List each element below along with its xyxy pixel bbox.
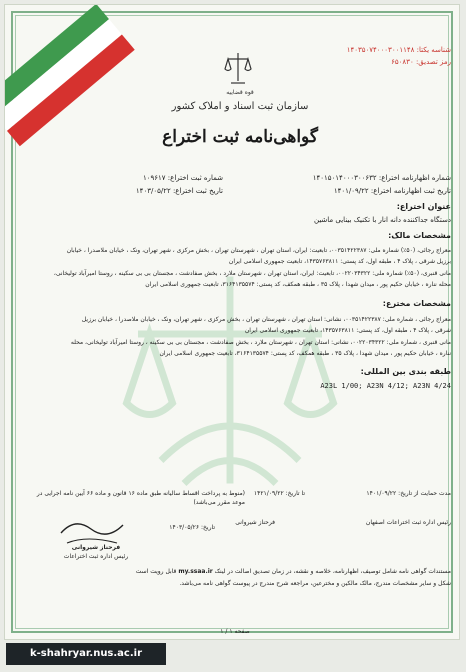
inventor-line: مانی قنبری ، شماره ملی: ۰۰۲۲۰۳۴۳۲۲، نشانی: استان تهران ، شهرستان ملارد ، بخش صفادشت ، مجستان بی بی سکینه ، روستا امیرآباد تولیخانی، محله <box>70 339 451 346</box>
verify-code: رمز تصدیق: ۶۵۰۸۳۰ <box>391 58 451 66</box>
protection-start: مدت حمایت از تاریخ: ۱۴۰۱/۰۹/۲۲ <box>366 490 451 497</box>
inventor-line: نناره ، خیابان حکیم پور ، میدان شهدا ، پلاک ۳۵ ، طبقه همکف، کد پستی: ۳۱۶۴۱۳۵۵۷۴، تابعیت جمهوری اسلامی ایران <box>159 350 451 357</box>
reg-date: تاریخ ثبت اختراع: ۱۴۰۳/۰۵/۲۲ <box>135 187 223 195</box>
ipc-codes: A23L 1/00; A23N 4/12; A23N 4/24 <box>320 382 451 390</box>
invention-title: دستگاه جداکننده دانه انار با تکنیک بینایی ماشین <box>313 216 451 224</box>
reg-number: شماره ثبت اختراع: ۱۰۹۶۱۷ <box>142 174 223 182</box>
inventors-heading: مشخصات مخترع: <box>382 299 451 308</box>
stamp-role: رئیس اداره ثبت اختراعات <box>63 553 129 560</box>
notice-line: مستندات گواهی نامه شامل توصیف، اظهارنامه، خلاصه و نقشه، در زمان تصدیق اصالت در لینک my.ssaa.ir قابل رویت است <box>135 568 451 575</box>
signer-role: رئیس اداره ثبت اختراعات اصفهان <box>365 519 451 526</box>
certificate-page <box>4 4 460 640</box>
protection-note: (منوط به پرداخت اقساط سالیانه طبق ماده ۱۶ قانون و ماده ۶۶ آیین نامه اجرایی در موعد مقرر می‌باشد) <box>36 490 245 506</box>
ssaa-link[interactable]: my.ssaa.ir <box>178 568 213 575</box>
invention-heading: عنوان اختراع: <box>396 202 451 211</box>
page-number: صفحه ۱ / ۱ <box>220 628 250 635</box>
owner-line: مانی قنبری، (۵۰٪) شماره ملی: ۰۰۲۲۰۳۴۳۲۲، تابعیت: ایران، استان تهران ، شهرستان ملارد ، بخش صفادشت ، مجستان بی بی سکینه ، روستا امیرآباد تولیخانی، <box>53 270 451 277</box>
signer-name: فرحناز شیروانی <box>235 519 275 526</box>
certificate-title: گواهی‌نامه ثبت اختراع <box>162 127 318 147</box>
inventor-line: معراج رجائی ، شماره ملی: ۰۰۳۵۱۴۲۲۳۸۷، نشانی: استان تهران ، شهرستان تهران ، بخش مرکزی ، شهر تهران، ونک ، خیابان ملاصدرا ، خیابان برزیل <box>81 316 451 323</box>
decl-date: تاریخ ثبت اظهارنامه اختراع: ۱۴۰۱/۰۹/۲۲ <box>333 187 451 195</box>
inventor-line: شرقی ، پلاک ۴ ، طبقه اول، کد پستی: ۱۴۳۵۷۶۳۸۱۱، تابعیت جمهوری اسلامی ایران <box>244 327 451 334</box>
decl-number: شماره اظهارنامه اختراع: ۱۴۰۱۵۰۱۴۰۰۰۳۰۰۶۳۲ <box>312 174 451 182</box>
notice-line: شکل و سایر مشخصات مندرج، مالک مالکین و مخترعین، مراجعه شرح مندرج در پیوست گواهی نامه می‌باشد. <box>179 580 451 587</box>
owner-line: محله نناره ، خیابان حکیم پور ، میدان شهدا ، پلاک ۳۵ ، طبقه همکف، کد پستی: ۳۱۶۴۱۳۵۵۷۴، تابعیت جمهوری اسلامی ایران <box>145 281 451 288</box>
stamp-name: فرحناز شیروانی <box>71 544 121 551</box>
watermark-url-bar: k-shahryar.nus.ac.ir <box>6 643 166 665</box>
unique-id: شناسه یکتا: ۱۴۰۳۵۰۷۴۰۰۰۳۰۰۱۱۴۸ <box>346 46 451 54</box>
ipc-heading: طبقه بندی بین المللی: <box>360 367 451 376</box>
owner-line: برزیل شرقی ، پلاک ۴ ، طبقه اول، کد پستی: ۱۴۳۵۷۶۳۸۱۱، تابعیت جمهوری اسلامی ایران <box>228 258 451 265</box>
sign-date: تاریخ: ۱۴۰۳/۰۵/۲۶ <box>169 524 215 531</box>
judiciary-label: قوه قضاییه <box>226 89 254 96</box>
owners-heading: مشخصات مالک: <box>388 231 451 240</box>
owner-line: معراج رجائی، (۵۰٪) شماره ملی: ۰۰۳۵۱۴۲۲۳۸۷، تابعیت: ایران، استان تهران ، شهرستان تهران ، بخش مرکزی ، شهر تهران، ونک ، خیابان ملاصدرا ، خیابان <box>66 247 451 254</box>
state-emblem-icon <box>223 51 253 87</box>
protection-end: تا تاریخ: ۱۴۲۱/۰۹/۲۲ <box>253 490 305 497</box>
organization-name: سازمان ثبت اسناد و املاک کشور <box>171 101 309 112</box>
